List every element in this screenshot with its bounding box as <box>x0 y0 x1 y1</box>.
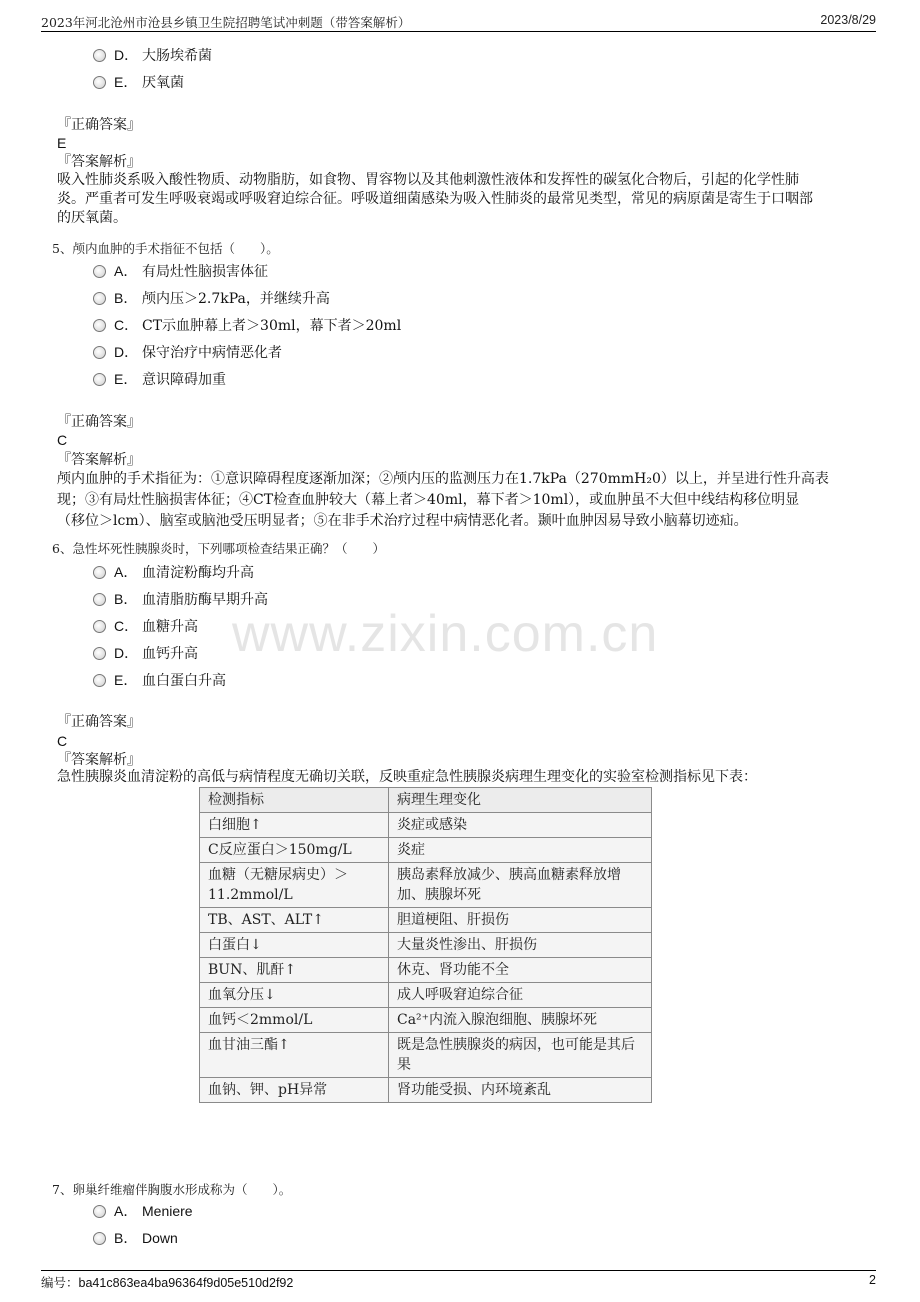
table-cell: 检测指标 <box>200 788 389 813</box>
table-cell: 白蛋白↓ <box>200 933 389 958</box>
table-header-row <box>200 788 652 813</box>
table-row <box>200 958 652 983</box>
table-cell: C反应蛋白＞150mg/L <box>200 838 389 863</box>
table-cell: 既是急性胰腺炎的病因，也可能是其后果 <box>389 1033 652 1078</box>
q5-explain-label: 『答案解析』 <box>57 452 141 468</box>
table-cell: 大量炎性渗出、肝损伤 <box>389 933 652 958</box>
q6-answer: C <box>57 733 68 749</box>
q5-explanation: 颅内血肿的手术指征为：①意识障碍程度逐渐加深；②颅内压的监测压力在1.7kPa（270mmH₂0）以上，并呈进行性升高表 现；③有局灶性脑损害体征；④CT检查血肿较大（幕上者＞40ml，幕下者＞10ml），或血肿虽不大但中线结构移位明显 （移位＞lcm）、脑室或脑池受压明显者；⑤在非手术治疗过程中病情恶化者。颞叶血肿因易导致小脑幕切迹疝。 <box>57 471 829 529</box>
watermark: www.zixin.com.cn <box>232 605 659 663</box>
table-cell: 血氧分压↓ <box>200 983 389 1008</box>
table-cell: 血钠、钾、pH异常 <box>200 1078 389 1103</box>
footer-divider <box>41 1270 876 1271</box>
q5-option-c[interactable]: C． CT示血肿幕上者＞30ml，幕下者＞20ml <box>93 315 401 335</box>
radio-icon[interactable] <box>93 76 106 89</box>
lab-indicator-table <box>199 787 652 1103</box>
radio-icon[interactable] <box>93 1205 106 1218</box>
radio-icon[interactable] <box>93 1232 106 1245</box>
q5-option-a[interactable]: A． 有局灶性脑损害体征 <box>93 261 268 281</box>
page-header <box>0 0 920 36</box>
q6-option-e[interactable]: E． 血白蛋白升高 <box>93 670 226 690</box>
q5-option-b[interactable]: B． 颅内压＞2.7kPa，并继续升高 <box>93 288 330 308</box>
q7-option-b[interactable]: B． Down <box>93 1228 178 1248</box>
table-cell: TB、AST、ALT↑ <box>200 908 389 933</box>
page-footer <box>0 1270 920 1294</box>
q4-option-e[interactable]: E． 厌氧菌 <box>93 72 184 92</box>
table-cell: 胰岛素释放减少、胰高血糖素释放增加、胰腺坏死 <box>389 863 652 908</box>
q6-question: 6、急性坏死性胰腺炎时，下列哪项检查结果正确？（ ） <box>52 541 385 556</box>
q4-explain-label: 『答案解析』 <box>57 154 141 170</box>
q6-explain-label: 『答案解析』 <box>57 752 141 768</box>
q4-option-d[interactable]: D． 大肠埃希菌 <box>93 45 212 65</box>
table-row <box>200 863 652 908</box>
table-cell: 血甘油三酯↑ <box>200 1033 389 1078</box>
table-row <box>200 1033 652 1078</box>
q6-answer-label: 『正确答案』 <box>57 714 141 730</box>
table-cell: 休克、肾功能不全 <box>389 958 652 983</box>
q5-question: 5、颅内血肿的手术指征不包括（ ）。 <box>52 241 279 256</box>
radio-icon[interactable] <box>93 566 106 579</box>
document-date: 2023/8/29 <box>820 13 876 27</box>
radio-icon[interactable] <box>93 373 106 386</box>
radio-icon[interactable] <box>93 292 106 305</box>
q4-answer: E <box>57 135 67 151</box>
header-divider <box>41 31 876 32</box>
q5-answer-label: 『正确答案』 <box>57 414 141 430</box>
table-row <box>200 933 652 958</box>
table-cell: 胆道梗阻、肝损伤 <box>389 908 652 933</box>
radio-icon[interactable] <box>93 674 106 687</box>
q5-option-d[interactable]: D． 保守治疗中病情恶化者 <box>93 342 282 362</box>
q7-question: 7、卵巢纤维瘤伴胸腹水形成称为（ ）。 <box>52 1182 292 1197</box>
q7-option-a[interactable]: A． Meniere <box>93 1201 193 1221</box>
table-cell: Ca²⁺内流入腺泡细胞、胰腺坏死 <box>389 1008 652 1033</box>
radio-icon[interactable] <box>93 647 106 660</box>
table-row <box>200 983 652 1008</box>
radio-icon[interactable] <box>93 49 106 62</box>
q5-answer: C <box>57 432 68 448</box>
table-row <box>200 838 652 863</box>
table-cell: 炎症 <box>389 838 652 863</box>
q5-option-e[interactable]: E． 意识障碍加重 <box>93 369 226 389</box>
table-cell: 白细胞↑ <box>200 813 389 838</box>
page-number: 2 <box>869 1273 876 1287</box>
table-cell: 炎症或感染 <box>389 813 652 838</box>
radio-icon[interactable] <box>93 319 106 332</box>
table-cell: 肾功能受损、内环境紊乱 <box>389 1078 652 1103</box>
table-cell: 病理生理变化 <box>389 788 652 813</box>
table-cell: 血糖（无糖尿病史）＞11.2mmol/L <box>200 863 389 908</box>
table-cell: 血钙＜2mmol/L <box>200 1008 389 1033</box>
q6-option-d[interactable]: D． 血钙升高 <box>93 643 198 663</box>
radio-icon[interactable] <box>93 593 106 606</box>
q6-option-a[interactable]: A． 血清淀粉酶均升高 <box>93 562 254 582</box>
table-cell: 成人呼吸窘迫综合征 <box>389 983 652 1008</box>
radio-icon[interactable] <box>93 265 106 278</box>
q6-option-b[interactable]: B． 血清脂肪酶早期升高 <box>93 589 268 609</box>
q6-option-c[interactable]: C． 血糖升高 <box>93 616 198 636</box>
document-title: 2023年河北沧州市沧县乡镇卫生院招聘笔试冲刺题（带答案解析） <box>41 15 411 30</box>
q4-answer-label: 『正确答案』 <box>57 117 141 133</box>
radio-icon[interactable] <box>93 346 106 359</box>
q4-explanation: 吸入性肺炎系吸入酸性物质、动物脂肪，如食物、胃容物以及其他刺激性液体和发挥性的碳氢化合物后，引起的化学性肺 炎。严重者可发生呼吸衰竭或呼吸窘迫综合征。呼吸道细菌感染为吸入性肺炎的最常见类型，常见的病原菌是寄生于口咽部 的厌氧菌。 <box>57 172 813 226</box>
table-cell: BUN、肌酐↑ <box>200 958 389 983</box>
document-code: 编号：ba41c863ea4ba96364f9d05e510d2f92 <box>41 1275 294 1290</box>
table-row <box>200 1078 652 1103</box>
q6-explanation: 急性胰腺炎血清淀粉的高低与病情程度无确切关联，反映重症急性胰腺炎病理生理变化的实验室检测指标见下表： <box>57 769 757 785</box>
table-row <box>200 1008 652 1033</box>
table-row <box>200 908 652 933</box>
table-row <box>200 813 652 838</box>
radio-icon[interactable] <box>93 620 106 633</box>
